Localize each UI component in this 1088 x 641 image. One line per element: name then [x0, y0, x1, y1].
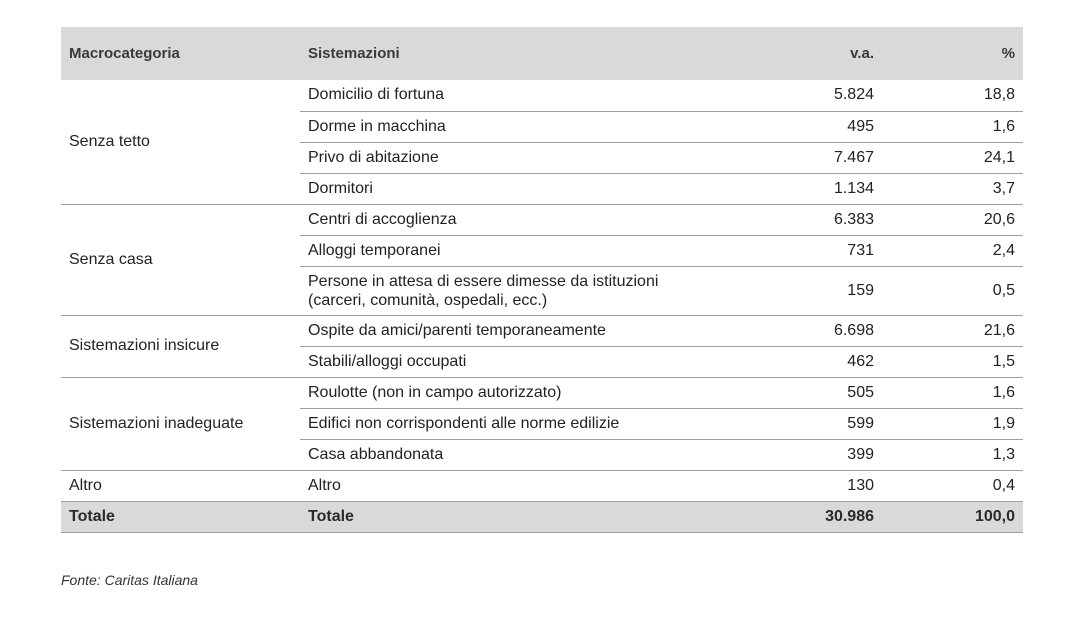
va-cell: 1.134 — [739, 173, 882, 204]
va-cell: 731 — [739, 235, 882, 266]
sistemazione-cell: Ospite da amici/parenti temporaneamente — [300, 315, 739, 346]
total-sistemazione-cell: Totale — [300, 501, 739, 532]
va-cell: 130 — [739, 470, 882, 501]
percent-cell: 18,8 — [882, 80, 1023, 111]
macrocategoria-cell: Altro — [61, 470, 300, 501]
header-va: v.a. — [850, 45, 874, 62]
table-header — [61, 27, 1023, 80]
va-cell: 462 — [739, 346, 882, 377]
macrocategoria-cell: Sistemazioni insicure — [61, 315, 300, 377]
sistemazione-cell: Dormitori — [300, 173, 739, 204]
va-cell: 7.467 — [739, 142, 882, 173]
table-row — [61, 470, 1023, 501]
macrocategoria-cell: Senza casa — [61, 204, 300, 315]
header-row — [61, 27, 1023, 80]
percent-cell: 1,5 — [882, 346, 1023, 377]
va-cell: 495 — [739, 111, 882, 142]
table-body — [61, 80, 1023, 501]
table-row — [61, 204, 1023, 235]
sistemazione-cell: Edifici non corrispondenti alle norme edilizie — [300, 408, 739, 439]
va-cell: 399 — [739, 439, 882, 470]
percent-cell: 21,6 — [882, 315, 1023, 346]
percent-cell: 1,9 — [882, 408, 1023, 439]
sistemazione-line-2: (carceri, comunità, ospedali, ecc.) — [308, 291, 548, 309]
sistemazione-cell: Dorme in macchina — [300, 111, 739, 142]
sistemazione-cell: Privo di abitazione — [300, 142, 739, 173]
table-footer — [61, 501, 1023, 532]
percent-cell: 1,3 — [882, 439, 1023, 470]
total-row — [61, 501, 1023, 532]
sistemazione-cell: Domicilio di fortuna — [300, 80, 739, 111]
table-row — [61, 377, 1023, 408]
table-row — [61, 315, 1023, 346]
header-sistemazioni: Sistemazioni — [308, 45, 400, 62]
percent-cell: 24,1 — [882, 142, 1023, 173]
va-cell: 505 — [739, 377, 882, 408]
percent-cell: 0,5 — [882, 266, 1023, 315]
sistemazione-cell: Altro — [300, 470, 739, 501]
header-percent: % — [1001, 45, 1015, 62]
sistemazione-cell: Casa abbandonata — [300, 439, 739, 470]
sistemazione-cell — [300, 266, 739, 315]
percent-cell: 1,6 — [882, 111, 1023, 142]
sistemazione-line-1: Persone in attesa di essere dimesse da istituzioni — [308, 272, 659, 290]
percent-cell: 20,6 — [882, 204, 1023, 235]
percent-cell: 1,6 — [882, 377, 1023, 408]
data-table — [61, 27, 1023, 533]
va-cell: 159 — [739, 266, 882, 315]
source-note: Fonte: Caritas Italiana — [61, 572, 198, 588]
va-cell: 5.824 — [739, 80, 882, 111]
macrocategoria-cell: Sistemazioni inadeguate — [61, 377, 300, 470]
sistemazione-cell: Stabili/alloggi occupati — [300, 346, 739, 377]
percent-cell: 0,4 — [882, 470, 1023, 501]
sistemazione-cell: Alloggi temporanei — [300, 235, 739, 266]
table-row — [61, 80, 1023, 111]
va-cell: 599 — [739, 408, 882, 439]
percent-cell: 3,7 — [882, 173, 1023, 204]
macrocategoria-cell: Senza tetto — [61, 80, 300, 204]
sistemazione-cell: Roulotte (non in campo autorizzato) — [300, 377, 739, 408]
va-cell: 6.698 — [739, 315, 882, 346]
va-cell: 6.383 — [739, 204, 882, 235]
sistemazione-cell: Centri di accoglienza — [300, 204, 739, 235]
total-va-cell: 30.986 — [739, 501, 882, 532]
total-macro-cell: Totale — [61, 501, 300, 532]
total-percent-cell: 100,0 — [882, 501, 1023, 532]
percent-cell: 2,4 — [882, 235, 1023, 266]
header-macrocategoria: Macrocategoria — [69, 45, 180, 62]
